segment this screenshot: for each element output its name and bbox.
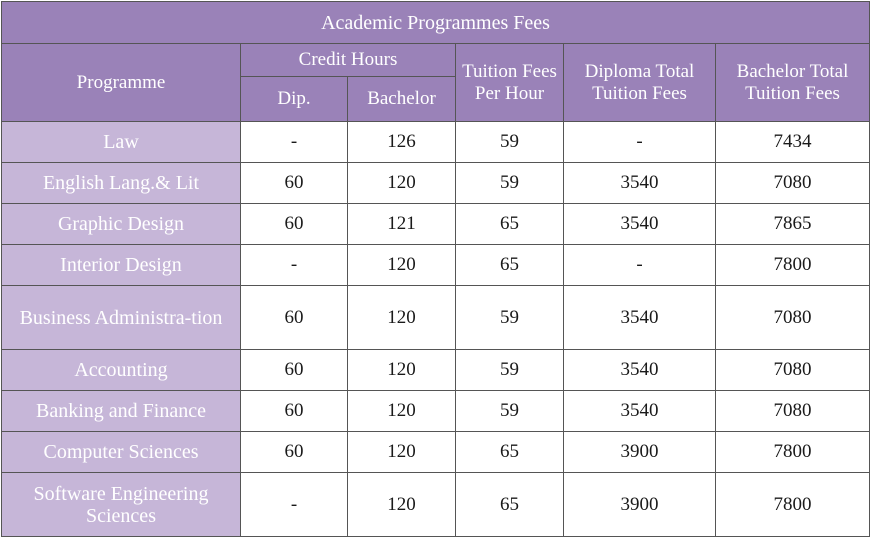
bachelor-cell: 120: [348, 286, 456, 350]
bachelor-total-cell: 7080: [716, 391, 870, 432]
bachelor-total-cell: 7080: [716, 286, 870, 350]
programme-cell: Graphic Design: [2, 204, 241, 245]
per-hour-cell: 65: [456, 473, 564, 537]
dip-cell: -: [241, 473, 348, 537]
header-bachelor: Bachelor: [348, 77, 456, 122]
diploma-total-cell: 3540: [564, 204, 716, 245]
table-row: [2, 350, 870, 391]
dip-cell: 60: [241, 286, 348, 350]
bachelor-cell: 120: [348, 391, 456, 432]
table-row: [2, 473, 870, 537]
header-dip: Dip.: [241, 77, 348, 122]
per-hour-cell: 59: [456, 350, 564, 391]
table-row: [2, 286, 870, 350]
programme-cell: Software Engineering Sciences: [2, 473, 241, 537]
per-hour-cell: 65: [456, 432, 564, 473]
header-programme: Programme: [2, 44, 241, 122]
table-row: [2, 245, 870, 286]
diploma-total-cell: 3900: [564, 473, 716, 537]
programme-cell: Accounting: [2, 350, 241, 391]
per-hour-cell: 59: [456, 163, 564, 204]
dip-cell: -: [241, 245, 348, 286]
table-row: [2, 391, 870, 432]
bachelor-cell: 121: [348, 204, 456, 245]
bachelor-total-cell: 7080: [716, 350, 870, 391]
programme-cell: Business Administra-tion: [2, 286, 241, 350]
bachelor-cell: 126: [348, 122, 456, 163]
dip-cell: 60: [241, 163, 348, 204]
dip-cell: 60: [241, 432, 348, 473]
dip-cell: 60: [241, 204, 348, 245]
diploma-total-cell: 3900: [564, 432, 716, 473]
table-row: [2, 204, 870, 245]
bachelor-total-cell: 7800: [716, 473, 870, 537]
bachelor-cell: 120: [348, 350, 456, 391]
dip-cell: 60: [241, 391, 348, 432]
table-row: [2, 432, 870, 473]
bachelor-cell: 120: [348, 432, 456, 473]
diploma-total-cell: 3540: [564, 163, 716, 204]
dip-cell: 60: [241, 350, 348, 391]
table-row: [2, 122, 870, 163]
diploma-total-cell: 3540: [564, 391, 716, 432]
diploma-total-cell: -: [564, 122, 716, 163]
diploma-total-cell: 3540: [564, 286, 716, 350]
bachelor-cell: 120: [348, 473, 456, 537]
header-tuition-per-hour: Tuition Fees Per Hour: [456, 44, 564, 122]
programme-cell: Law: [2, 122, 241, 163]
per-hour-cell: 65: [456, 245, 564, 286]
programme-cell: English Lang.& Lit: [2, 163, 241, 204]
dip-cell: -: [241, 122, 348, 163]
header-bachelor-total: Bachelor Total Tuition Fees: [716, 44, 870, 122]
table-title: Academic Programmes Fees: [2, 2, 870, 44]
bachelor-total-cell: 7080: [716, 163, 870, 204]
programme-cell: Computer Sciences: [2, 432, 241, 473]
bachelor-total-cell: 7800: [716, 245, 870, 286]
table-row: [2, 163, 870, 204]
bachelor-cell: 120: [348, 163, 456, 204]
diploma-total-cell: -: [564, 245, 716, 286]
per-hour-cell: 59: [456, 122, 564, 163]
bachelor-total-cell: 7434: [716, 122, 870, 163]
header-diploma-total: Diploma Total Tuition Fees: [564, 44, 716, 122]
bachelor-cell: 120: [348, 245, 456, 286]
bachelor-total-cell: 7865: [716, 204, 870, 245]
per-hour-cell: 65: [456, 204, 564, 245]
bachelor-total-cell: 7800: [716, 432, 870, 473]
header-credit-hours: Credit Hours: [241, 44, 456, 77]
per-hour-cell: 59: [456, 391, 564, 432]
programme-cell: Banking and Finance: [2, 391, 241, 432]
diploma-total-cell: 3540: [564, 350, 716, 391]
programme-cell: Interior Design: [2, 245, 241, 286]
per-hour-cell: 59: [456, 286, 564, 350]
fees-table: [1, 1, 870, 537]
